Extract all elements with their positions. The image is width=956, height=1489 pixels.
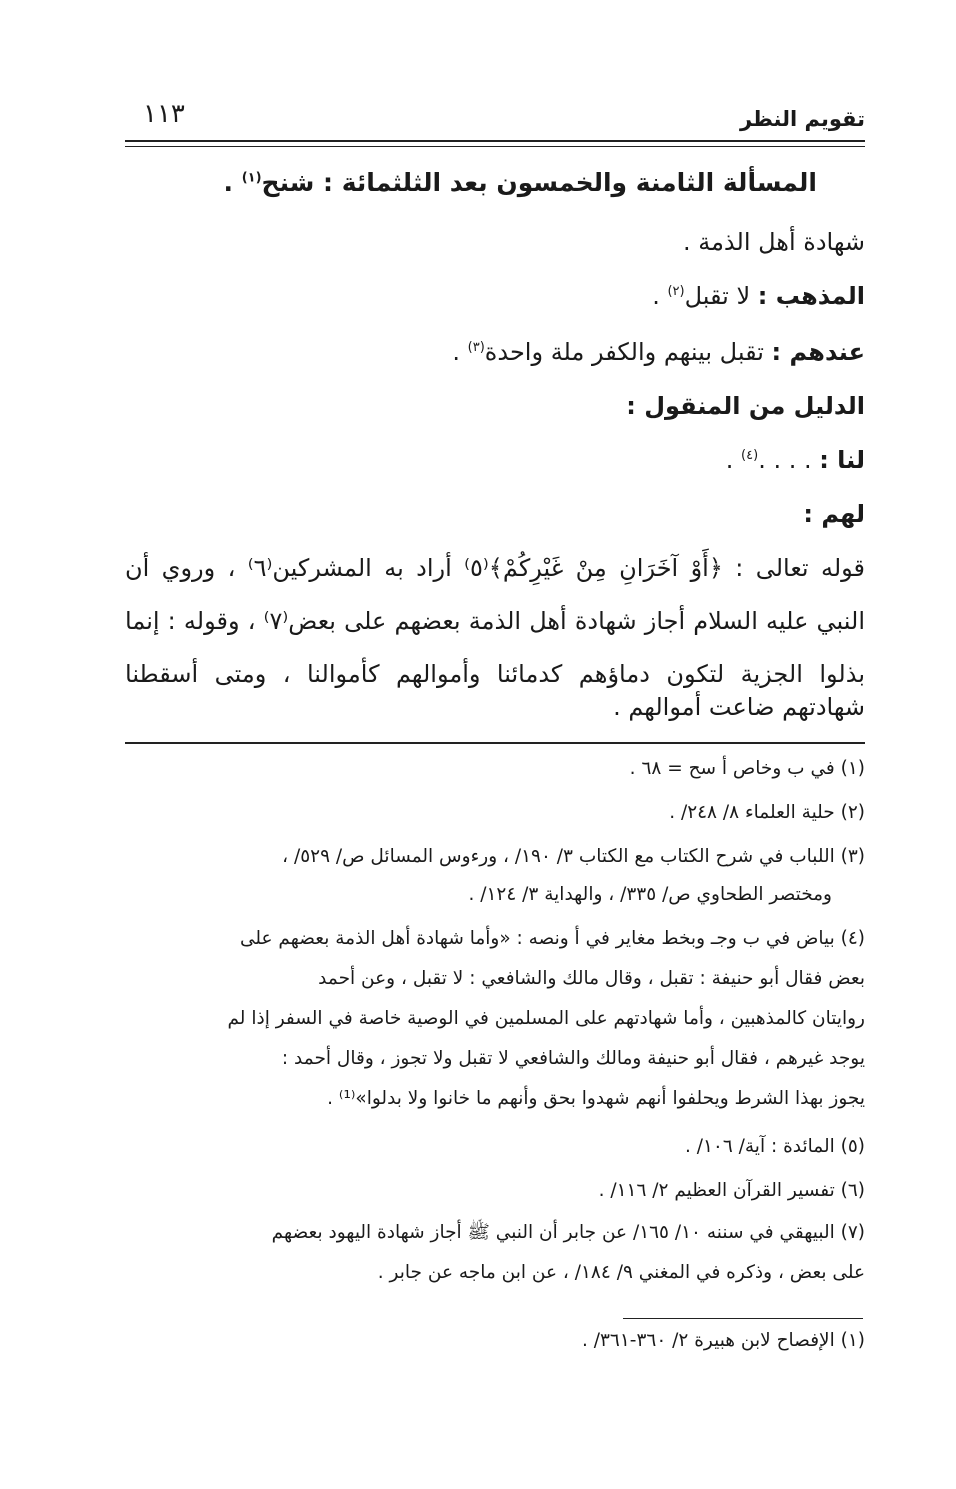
madhhab-line (125, 282, 865, 310)
footnote-7: (٧) البيهقي في سننه ١٠/ ١٦٥/ عن جابر أن النبي ﷺ أجاز شهادة اليهود بعضهم (271, 1222, 865, 1243)
running-header (125, 95, 865, 135)
indahum-text: تقبل بينهم والكفر ملة واحدة (484, 338, 772, 366)
footnote-1: (١) في ب وخاص أ سح = ٦٨ . (629, 758, 865, 779)
lana-dots: . . . . (758, 446, 820, 474)
heading-period: . (223, 168, 242, 197)
para-line-4: شهادتهم ضاعت أموالهم . (613, 693, 865, 721)
issue-subject: شهادة أهل الذمة . (682, 228, 865, 256)
footnote-4-cont-4: يجوز بهذا الشرط ويحلفوا أنهم شهدوا بحق وأنهم ما خانوا ولا بدلوا»⁽¹⁾ . (327, 1088, 865, 1109)
footnote-7-cont: على بعض ، وذكره في المغني ٩/ ١٨٤/ ، عن ابن ماجه عن جابر . (377, 1262, 865, 1283)
footnote-3: (٣) اللباب في شرح الكتاب مع الكتاب ٣/ ١٩٠/ ، ورءوس المسائل ص/ ٥٢٩/ ، (282, 846, 865, 867)
header-rule-bottom (125, 146, 865, 147)
issue-heading (125, 168, 817, 197)
sub-footnote-1: (١) الإفصاح لابن هبيرة ٢/ ٣٦٠-٣٦١/ . (581, 1330, 865, 1351)
footnote-4-cont-1: بعض فقال أبو حنيفة : تقبل ، وقال مالك والشافعي : لا تقبل ، وعن أحمد (318, 968, 865, 989)
evidence-heading: الدليل من المنقول : (626, 392, 865, 420)
lahum-label: لهم : (803, 500, 865, 528)
madhhab-period: . (652, 282, 668, 310)
footnote-3-cont: ومختصر الطحاوي ص/ ٣٣٥/ ، والهداية ٣/ ١٢٤/ . (468, 884, 832, 905)
running-title: تقويم النظر (739, 107, 865, 131)
footnote-ref: (٢) (667, 284, 685, 299)
madhhab-label: المذهب : (757, 282, 865, 310)
lana-period: . (725, 446, 742, 474)
sub-footnote-separator (623, 1318, 863, 1319)
footnote-4-cont-2: روايتان كالمذهبين ، وأما شهادتهم على المسلمين في الوصية خاصة في السفر إذا لم (227, 1008, 865, 1029)
indahum-period: . (452, 338, 468, 366)
para-line-3: بذلوا الجزية لتكون دماؤهم كدمائنا وأموالهم كأموالنا ، ومتى أسقطنا (125, 660, 865, 688)
main-text (125, 160, 865, 740)
issue-heading-text: المسألة الثامنة والخمسون بعد الثلثمائة : شنح (261, 168, 817, 197)
footnote-5: (٥) المائدة : آية/ ١٠٦/ . (684, 1136, 865, 1157)
lana-label: لنا : (819, 446, 865, 474)
madhhab-text: لا تقبل (684, 282, 758, 310)
footnote-ref: (١) (241, 170, 262, 186)
page-number: ١١٣ (143, 99, 185, 129)
footnote-4-cont-3: يوجد غيرهم ، فقال أبو حنيفة ومالك والشافعي لا تقبل ولا تجوز ، وقال أحمد : (281, 1048, 865, 1069)
footnote-ref: (٤) (741, 448, 759, 463)
footnote-2: (٢) حلية العلماء ٨/ ٢٤٨/ . (669, 802, 865, 823)
indahum-label: عندهم : (771, 338, 865, 366)
footnote-6: (٦) تفسير القرآن العظيم ٢/ ١١٦/ . (598, 1180, 865, 1201)
para-line-1: قوله تعالى : ﴿أَوْ آخَرَانِ مِنْ غَيْرِكُمْ﴾⁽٥⁾ أراد به المشركين⁽٦⁾ ، وروي أن (125, 554, 866, 582)
footnote-4: (٤) بياض في ب وجـ وبخط مغاير في أ ونصه : «وأما شهادة أهل الذمة بعضهم على (239, 928, 865, 949)
footnote-ref: (٣) (467, 340, 485, 355)
indahum-line (125, 338, 865, 366)
lana-line (125, 446, 865, 474)
para-line-2: النبي عليه السلام أجاز شهادة أهل الذمة بعضهم على بعض⁽٧⁾ ، وقوله : إنما (125, 607, 865, 635)
header-rule-top (125, 140, 865, 142)
footnote-separator (125, 742, 865, 744)
